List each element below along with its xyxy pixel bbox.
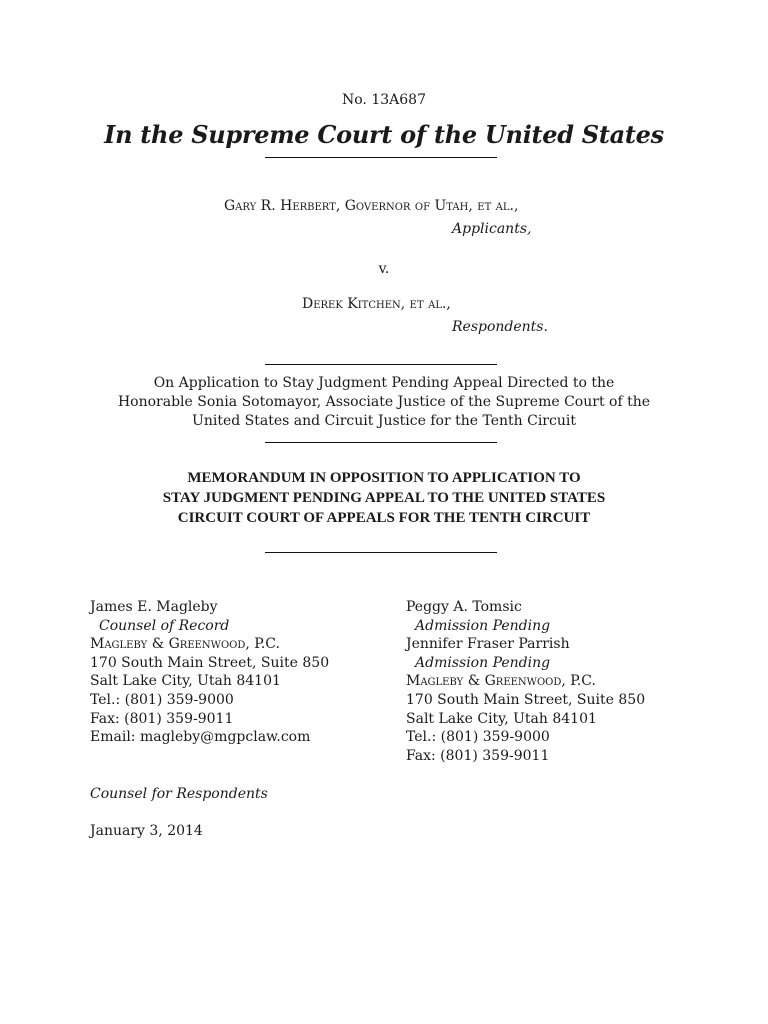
application-line: On Application to Stay Judgment Pending Appeal Directed to the <box>153 375 615 391</box>
application-text <box>0 374 768 431</box>
counsel-name: Jennifer Fraser Parrish <box>406 636 570 653</box>
application-line: Honorable Sonia Sotomayor, Associate Justice of the Supreme Court of the <box>117 394 651 410</box>
counsel-role: Admission Pending <box>415 617 551 634</box>
divider-rule-2 <box>265 442 497 443</box>
divider-rule-1 <box>265 364 497 365</box>
address-line: Salt Lake City, Utah 84101 <box>90 673 281 690</box>
versus: v. <box>378 261 390 277</box>
counsel-right-block <box>406 598 645 765</box>
applicant-name: Gary R. Herbert, Governor of Utah, et al., <box>224 198 519 214</box>
fax: Fax: (801) 359-9011 <box>406 747 550 764</box>
address-line: 170 South Main Street, Suite 850 <box>90 654 330 671</box>
docket-number: No. 13A687 <box>342 92 426 108</box>
counsel-name: Peggy A. Tomsic <box>406 599 522 615</box>
respondent-name: Derek Kitchen, et al., <box>302 296 451 312</box>
memo-line: STAY JUDGMENT PENDING APPEAL TO THE UNITED STATES <box>162 490 606 506</box>
counsel-name: James E. Magleby <box>90 599 218 615</box>
application-line: United States and Circuit Justice for the Tenth Circuit <box>192 413 576 429</box>
firm-name: Magleby & Greenwood, P.C. <box>406 673 596 690</box>
memo-line: MEMORANDUM IN OPPOSITION TO APPLICATION TO <box>187 470 581 486</box>
fax: Fax: (801) 359-9011 <box>90 710 234 727</box>
address-line: Salt Lake City, Utah 84101 <box>406 710 597 727</box>
counsel-role: Admission Pending <box>415 654 551 671</box>
firm-name: Magleby & Greenwood, P.C. <box>90 636 280 653</box>
filing-date: January 3, 2014 <box>90 823 203 839</box>
email: Email: magleby@mgpclaw.com <box>90 729 311 746</box>
address-line: 170 South Main Street, Suite 850 <box>406 691 646 708</box>
divider-rule-3 <box>265 552 497 553</box>
memo-line: CIRCUIT COURT OF APPEALS FOR THE TENTH CIRCUIT <box>177 510 591 526</box>
memorandum-title <box>0 468 768 528</box>
court-title: In the Supreme Court of the United States <box>104 120 664 149</box>
telephone: Tel.: (801) 359-9000 <box>90 691 234 708</box>
title-rule <box>265 157 497 158</box>
counsel-role: Counsel of Record <box>99 617 230 634</box>
telephone: Tel.: (801) 359-9000 <box>406 729 550 746</box>
counsel-for: Counsel for Respondents <box>90 786 268 802</box>
counsel-left-block <box>90 598 329 747</box>
respondent-role: Respondents. <box>452 319 548 335</box>
applicant-role: Applicants, <box>452 221 532 237</box>
